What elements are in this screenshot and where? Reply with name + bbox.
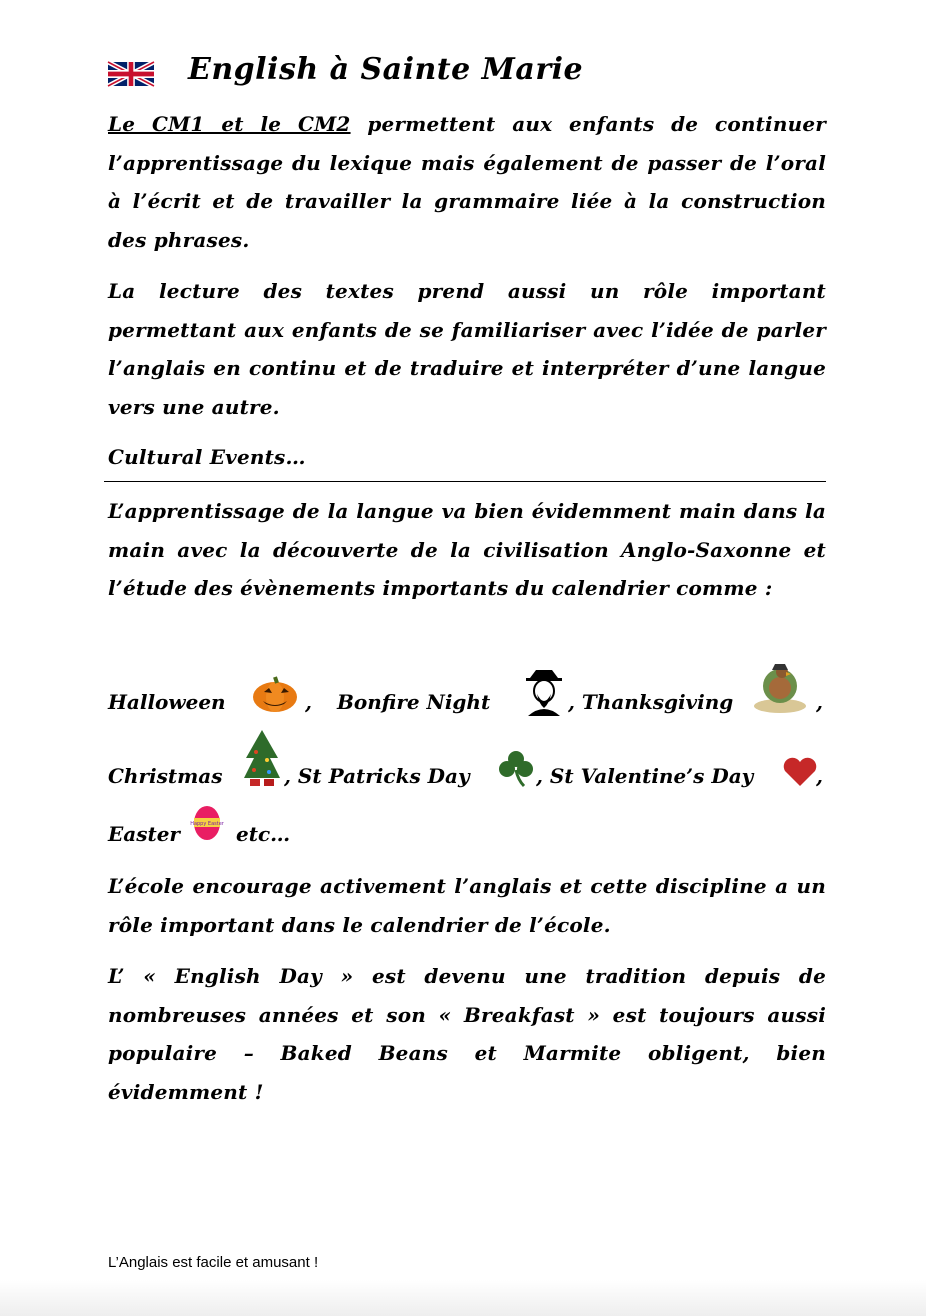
paragraph-lecture: La lecture des textes prend aussi un rôle important permettant aux enfants de se familiariser avec l’idée de parler l’anglais en continu et de traduire et interpréter d’une langue vers une autre. <box>108 279 826 419</box>
event-halloween: Halloween <box>108 690 226 714</box>
paragraph-cm1-cm2 <box>108 105 826 259</box>
heart-icon <box>782 756 818 788</box>
turkey-icon <box>752 662 808 714</box>
event-bonfire-night: Bonfire Night <box>337 690 491 714</box>
christmas-tree-icon <box>242 728 282 788</box>
cultural-events-list <box>108 660 826 860</box>
paragraph-lead-underlined: Le CM1 et le CM2 <box>108 112 351 136</box>
event-st-valentines-day: , St Valentine’s Day <box>536 764 754 788</box>
event-st-patricks-day: , St Patricks Day <box>284 764 470 788</box>
shamrock-icon <box>496 748 536 788</box>
event-comma: , <box>305 690 312 714</box>
event-thanksgiving: , Thanksgiving <box>568 690 734 714</box>
section-heading-cultural-events: Cultural Events… <box>108 445 306 469</box>
event-christmas: Christmas <box>108 764 223 788</box>
event-easter: Easter <box>108 822 180 846</box>
page-footer: L’Anglais est facile et amusant ! <box>108 1254 319 1271</box>
event-etc: etc… <box>236 822 291 846</box>
guy-fawkes-icon <box>520 664 568 716</box>
easter-egg-icon <box>192 802 222 842</box>
easter-egg-text: Happy Easter <box>190 821 224 827</box>
paragraph-text: permettent aux enfants de continuer l’apprentissage du lexique mais également de passer de l’oral à l’écrit et de travailler la grammaire liée à la construction des phrases. <box>108 112 826 252</box>
horizontal-rule <box>104 481 826 482</box>
paragraph-english-day: L’ « English Day » est devenu une tradition depuis de nombreuses années et son « Breakfast » est toujours aussi populaire – Baked Beans et Marmite obligent, bien évidemment ! <box>108 964 826 1104</box>
pumpkin-icon <box>250 674 300 714</box>
union-jack-flag-icon <box>108 62 154 86</box>
title-row <box>108 50 826 94</box>
event-comma: , <box>816 764 823 788</box>
event-comma: , <box>816 690 823 714</box>
paragraph-ecole: L’école encourage activement l’anglais et cette discipline a un rôle important dans le calendrier de l’école. <box>108 874 826 937</box>
paragraph-civilisation: L’apprentissage de la langue va bien évidemment main dans la main avec la découverte de la civilisation Anglo-Saxonne et l’étude des évènements importants du calendrier comme : <box>108 499 826 601</box>
page-title: English à Sainte Marie <box>188 52 584 87</box>
